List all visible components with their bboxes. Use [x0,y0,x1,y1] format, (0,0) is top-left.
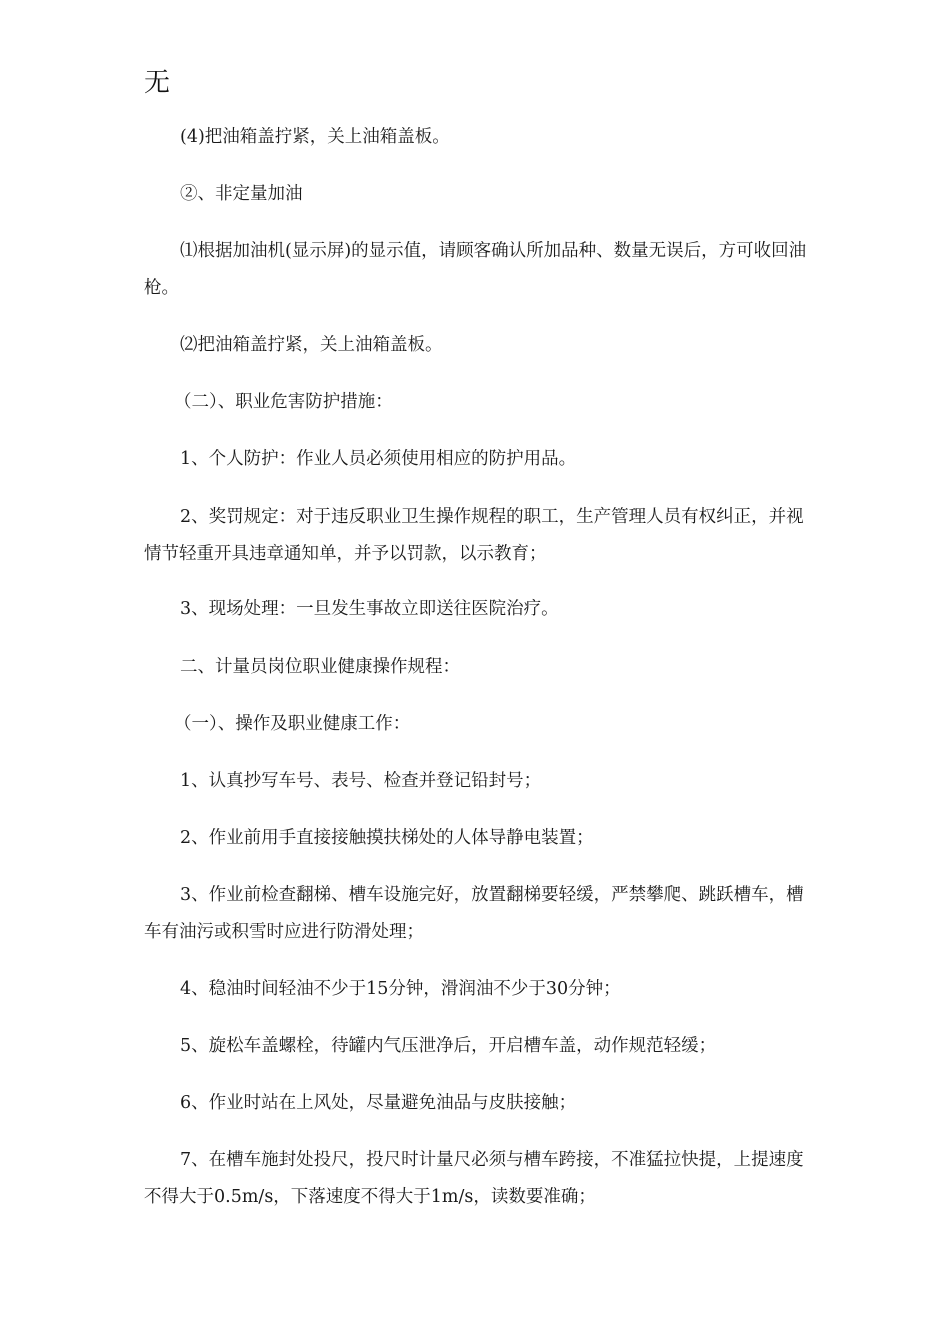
paragraph-metering-step-2: 2、作业前用手直接接触摸扶梯处的人体导静电装置； [180,828,594,848]
paragraph-operation-health-heading: （一）、操作及职业健康工作： [174,714,411,734]
paragraph-metering-step-4: 4、稳油时间轻油不少于15分钟，滑润油不少于30分钟； [180,979,621,999]
paragraph-metering-step-1: 1、认真抄写车号、表号、检查并登记铅封号； [180,771,542,791]
paragraph-metering-step-3: 3、作业前检查翻梯、槽车设施完好，放置翻梯要轻缓，严禁攀爬、跳跃槽车，槽车有油污或积雪时应进行防滑处理； [144,885,804,942]
paragraph-metering-step-7: 7、在槽车施封处投尺，投尺时计量尺必须与槽车跨接，不准猛拉快提，上提速度不得大于0.5m/s，下落速度不得大于1m/s，读数要准确； [144,1150,804,1207]
paragraph-non-fixed-step-1: ⑴根据加油机(显示屏)的显示值，请顾客确认所加品种、数量无误后，方可收回油枪。 [144,241,807,298]
paragraph-refuel-step-4: (4)把油箱盖拧紧，关上油箱盖板。 [180,127,450,147]
paragraph-non-fixed-step-2: ⑵把油箱盖拧紧，关上油箱盖板。 [180,335,443,355]
paragraph-metering-section-heading: 二、计量员岗位职业健康操作规程： [180,657,460,677]
paragraph-personal-protection: 1、个人防护：作业人员必须使用相应的防护用品。 [180,449,577,469]
paragraph-reward-penalty: 2、奖罚规定：对于违反职业卫生操作规程的职工，生产管理人员有权纠正，并视情节轻重开具违章通知单，并予以罚款，以示教育； [144,507,804,564]
paragraph-non-fixed-refuel-heading: ②、非定量加油 [180,184,303,204]
page-top-fragment: 无 [144,68,171,98]
paragraph-onsite-handling: 3、现场处理：一旦发生事故立即送往医院治疗。 [180,599,559,619]
paragraph-hazard-protection-heading: （二）、职业危害防护措施： [174,392,393,412]
paragraph-metering-step-6: 6、作业时站在上风处，尽量避免油品与皮肤接触； [180,1093,577,1113]
paragraph-metering-step-5: 5、旋松车盖螺栓，待罐内气压泄净后，开启槽车盖，动作规范轻缓； [180,1036,717,1056]
